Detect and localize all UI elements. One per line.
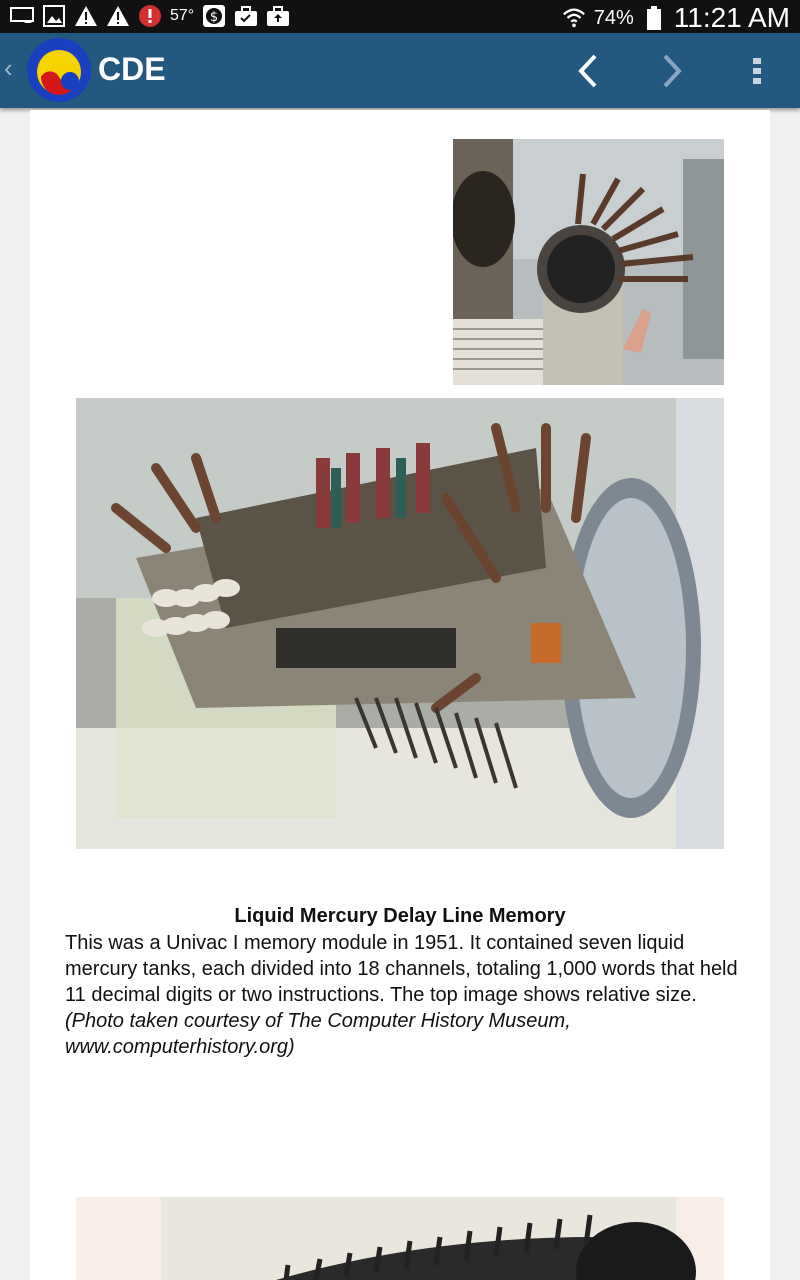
clock: 11:21 AM [673,2,790,33]
app-bar [0,33,800,108]
warning-icon [74,4,98,28]
app-title: CDE [98,51,166,87]
status-bar [0,0,800,33]
briefcase-check-icon [234,4,258,28]
overflow-menu-button[interactable] [737,51,777,91]
warning-icon [106,4,130,28]
article-content [30,110,770,1280]
forward-button[interactable] [652,51,692,91]
temperature-readout: 57° [170,7,195,24]
battery-percent: 74% [593,6,634,29]
overflow-menu-icon [752,56,762,86]
top-photo [453,139,724,385]
caption-body [65,930,745,1060]
main-photo [76,398,724,849]
cast-icon [10,4,34,28]
image-icon [42,4,66,28]
svg-text:$: $ [210,10,219,25]
caption-description: This was a Univac I memory module in 1951. It contained seven liquid mercury tanks, each divided into 18 channels, totaling 1,000 words that held 11 decimal digits or two instructions. The top image shows relative size. [65,932,738,1006]
up-caret-icon[interactable]: ‹ [4,53,13,83]
back-button[interactable] [568,51,608,91]
chevron-right-icon [659,53,685,89]
app-logo[interactable] [26,37,92,103]
caption-title: Liquid Mercury Delay Line Memory [234,905,566,927]
bottom-photo [76,1197,724,1280]
alert-icon [138,4,162,28]
dollar-icon [202,4,226,28]
briefcase-upload-icon [266,4,290,28]
chevron-left-icon [575,53,601,89]
battery-icon [642,6,666,30]
caption-credit: (Photo taken courtesy of The Computer History Museum, www.computerhistory.org) [65,1010,571,1058]
wifi-icon [562,6,586,30]
